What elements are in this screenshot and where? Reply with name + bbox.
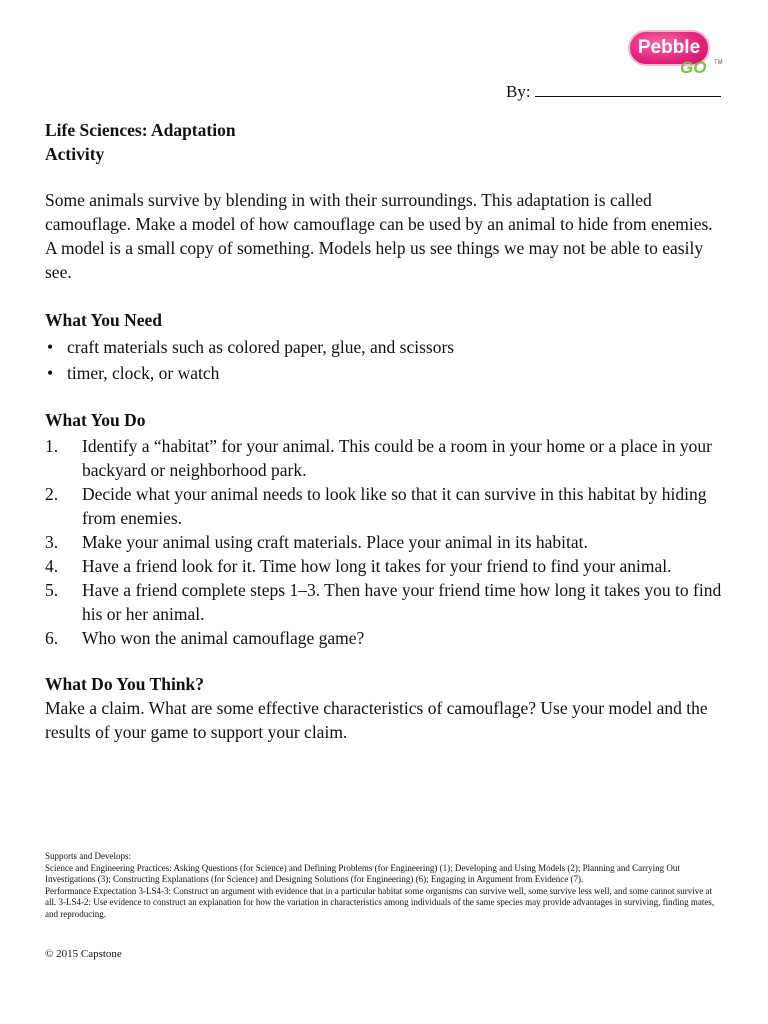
need-list xyxy=(45,334,725,386)
intro-paragraph: Some animals survive by blending in with their surroundings. This adaptation is called camouflage. Make a model of how camouflage can be used by an animal to hide from enemies. A model is a small copy of something. Models help us see things we may not be able to easily see. xyxy=(45,190,713,282)
need-heading: What You Need xyxy=(45,310,162,330)
step-text: Have a friend look for it. Time how long it takes for your friend to find your animal. xyxy=(82,556,672,576)
by-label: By: xyxy=(506,82,531,101)
step-item xyxy=(45,626,725,650)
do-heading: What You Do xyxy=(45,410,146,430)
step-text: Make your animal using craft materials. Place your animal in its habitat. xyxy=(82,532,588,552)
think-paragraph: Make a claim. What are some effective characteristics of camouflage? Use your model and the results of your game to support your claim. xyxy=(45,698,708,742)
step-text: Who won the animal camouflage game? xyxy=(82,628,365,648)
worksheet-content xyxy=(45,118,725,744)
footnote-practices: Science and Engineering Practices: Asking Questions (for Science) and Defining Problems (for Engineering) (1); Developing and Using Models (2); Planning and Carrying Out Investigations (3); Constructing Explanations (for Science) and Designing Solutions (for Engineering) (6); Engaging in Argument from Evidence (7). xyxy=(45,862,680,884)
step-text: Decide what your animal needs to look like so that it can survive in this habitat by hiding from enemies. xyxy=(82,484,707,528)
name-blank-line[interactable] xyxy=(535,82,721,97)
copyright-notice: © 2015 Capstone xyxy=(45,948,122,960)
step-number: 6. xyxy=(45,628,59,648)
need-item: • timer, clock, or watch xyxy=(45,360,725,386)
think-heading: What Do You Think? xyxy=(45,674,205,694)
step-item xyxy=(45,482,725,530)
footnote-label: Supports and Develops: xyxy=(45,851,131,861)
step-item xyxy=(45,434,725,482)
step-number: 1. xyxy=(45,436,59,456)
pebblego-logo xyxy=(628,28,724,84)
step-item xyxy=(45,578,725,626)
logo-trademark: TM xyxy=(714,60,723,66)
step-number: 4. xyxy=(45,556,59,576)
logo-pebble-text: Pebble xyxy=(628,30,710,66)
step-number: 2. xyxy=(45,484,59,504)
by-field[interactable] xyxy=(506,82,721,102)
steps-list xyxy=(45,434,725,650)
step-number: 3. xyxy=(45,532,59,552)
step-number: 5. xyxy=(45,580,59,600)
step-text: Have a friend complete steps 1–3. Then have your friend time how long it takes you to find his or her animal. xyxy=(82,580,722,624)
page-subtitle: Activity xyxy=(45,144,105,164)
page-title: Life Sciences: Adaptation xyxy=(45,120,236,140)
step-item xyxy=(45,554,725,578)
footnote-expectation: Performance Expectation 3-LS4-3: Construct an argument with evidence that in a particular habitat some organisms can survive well, some survive less well, and some cannot survive at all. 3-LS4-2: Use evidence to construct an explanation for how the variation in characteristics among individuals of the same species may provide advantages in surviving, finding mates, and reproducing. xyxy=(45,885,715,919)
logo-go-text: GO xyxy=(680,58,707,77)
step-text: Identify a “habitat” for your animal. This could be a room in your home or a place in your backyard or neighborhood park. xyxy=(82,436,712,480)
step-item xyxy=(45,530,725,554)
standards-footnote xyxy=(45,851,725,920)
need-item: • craft materials such as colored paper, glue, and scissors xyxy=(45,334,725,360)
